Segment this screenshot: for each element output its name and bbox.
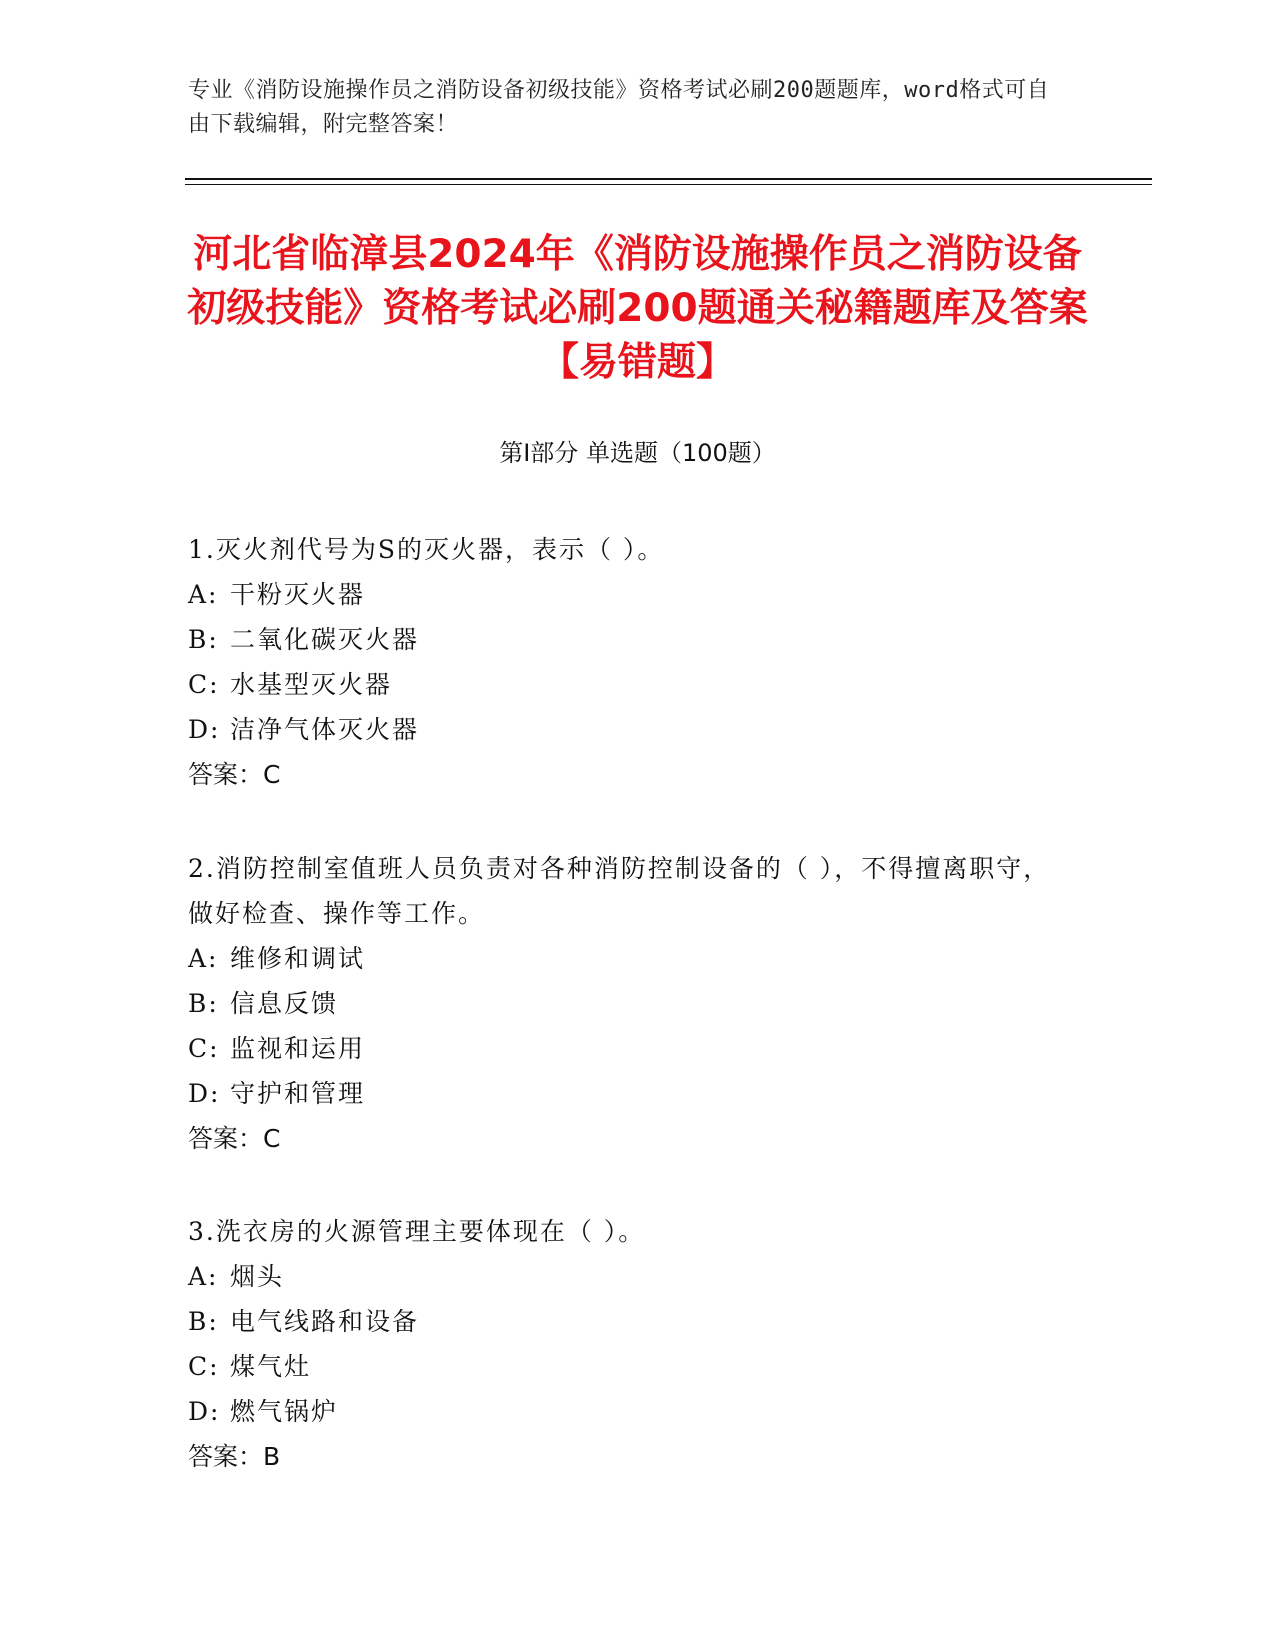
option-b xyxy=(188,617,1068,662)
option-letter: C: xyxy=(188,1352,220,1381)
option-letter: A: xyxy=(188,580,219,609)
option-text: 维修和调试 xyxy=(230,944,366,973)
option-b xyxy=(188,1299,1068,1344)
header-note: 专业《消防设施操作员之消防设备初级技能》资格考试必刷200题题库，word格式可自由下载编辑，附完整答案！ xyxy=(188,78,1050,137)
option-letter: B: xyxy=(188,625,219,654)
option-text: 守护和管理 xyxy=(230,1079,366,1108)
option-b xyxy=(188,981,1068,1026)
option-letter: D: xyxy=(188,1397,221,1426)
option-letter: B: xyxy=(188,989,219,1018)
option-text: 水基型灭火器 xyxy=(230,670,393,699)
option-letter: C: xyxy=(188,670,220,699)
answer-line: 答案：C xyxy=(188,760,281,789)
question-2 xyxy=(188,846,1068,1161)
section-title: 第Ⅰ部分 单选题（100题） xyxy=(499,439,776,467)
option-letter: A: xyxy=(188,944,219,973)
option-letter: D: xyxy=(188,1079,221,1108)
option-text: 燃气锅炉 xyxy=(230,1397,339,1426)
question-1 xyxy=(188,527,1068,797)
option-letter: D: xyxy=(188,715,221,744)
option-text: 信息反馈 xyxy=(230,989,339,1018)
option-text: 二氧化碳灭火器 xyxy=(230,625,420,654)
option-letter: B: xyxy=(188,1307,219,1336)
question-stem: 2.消防控制室值班人员负责对各种消防控制设备的（ ），不得擅离职守，做好检查、操作等工作。 xyxy=(188,854,1051,928)
option-text: 烟头 xyxy=(230,1262,285,1291)
document-title: 河北省临漳县2024年《消防设施操作员之消防设备初级技能》资格考试必刷200题通关秘籍题库及答案【易错题】 xyxy=(187,232,1088,385)
option-text: 洁净气体灭火器 xyxy=(230,715,420,744)
option-letter: C: xyxy=(188,1034,220,1063)
option-letter: A: xyxy=(188,1262,219,1291)
option-text: 干粉灭火器 xyxy=(230,580,366,609)
question-stem: 1.灭火剂代号为S的灭火器，表示（ ）。 xyxy=(188,535,665,564)
option-c xyxy=(188,1344,1068,1389)
option-d xyxy=(188,707,1068,752)
option-text: 监视和运用 xyxy=(230,1034,366,1063)
answer-line: 答案：C xyxy=(188,1124,281,1153)
option-text: 煤气灶 xyxy=(230,1352,312,1381)
option-text: 电气线路和设备 xyxy=(230,1307,420,1336)
option-d xyxy=(188,1389,1068,1434)
option-d xyxy=(188,1071,1068,1116)
option-a xyxy=(188,1254,1068,1299)
header-divider-thin xyxy=(185,184,1152,185)
header-divider-thick xyxy=(185,178,1152,180)
question-stem: 3.洗衣房的火源管理主要体现在（ ）。 xyxy=(188,1217,646,1246)
option-a xyxy=(188,572,1068,617)
option-c xyxy=(188,662,1068,707)
question-3 xyxy=(188,1209,1068,1479)
option-c xyxy=(188,1026,1068,1071)
answer-line: 答案：B xyxy=(188,1442,281,1471)
option-a xyxy=(188,936,1068,981)
